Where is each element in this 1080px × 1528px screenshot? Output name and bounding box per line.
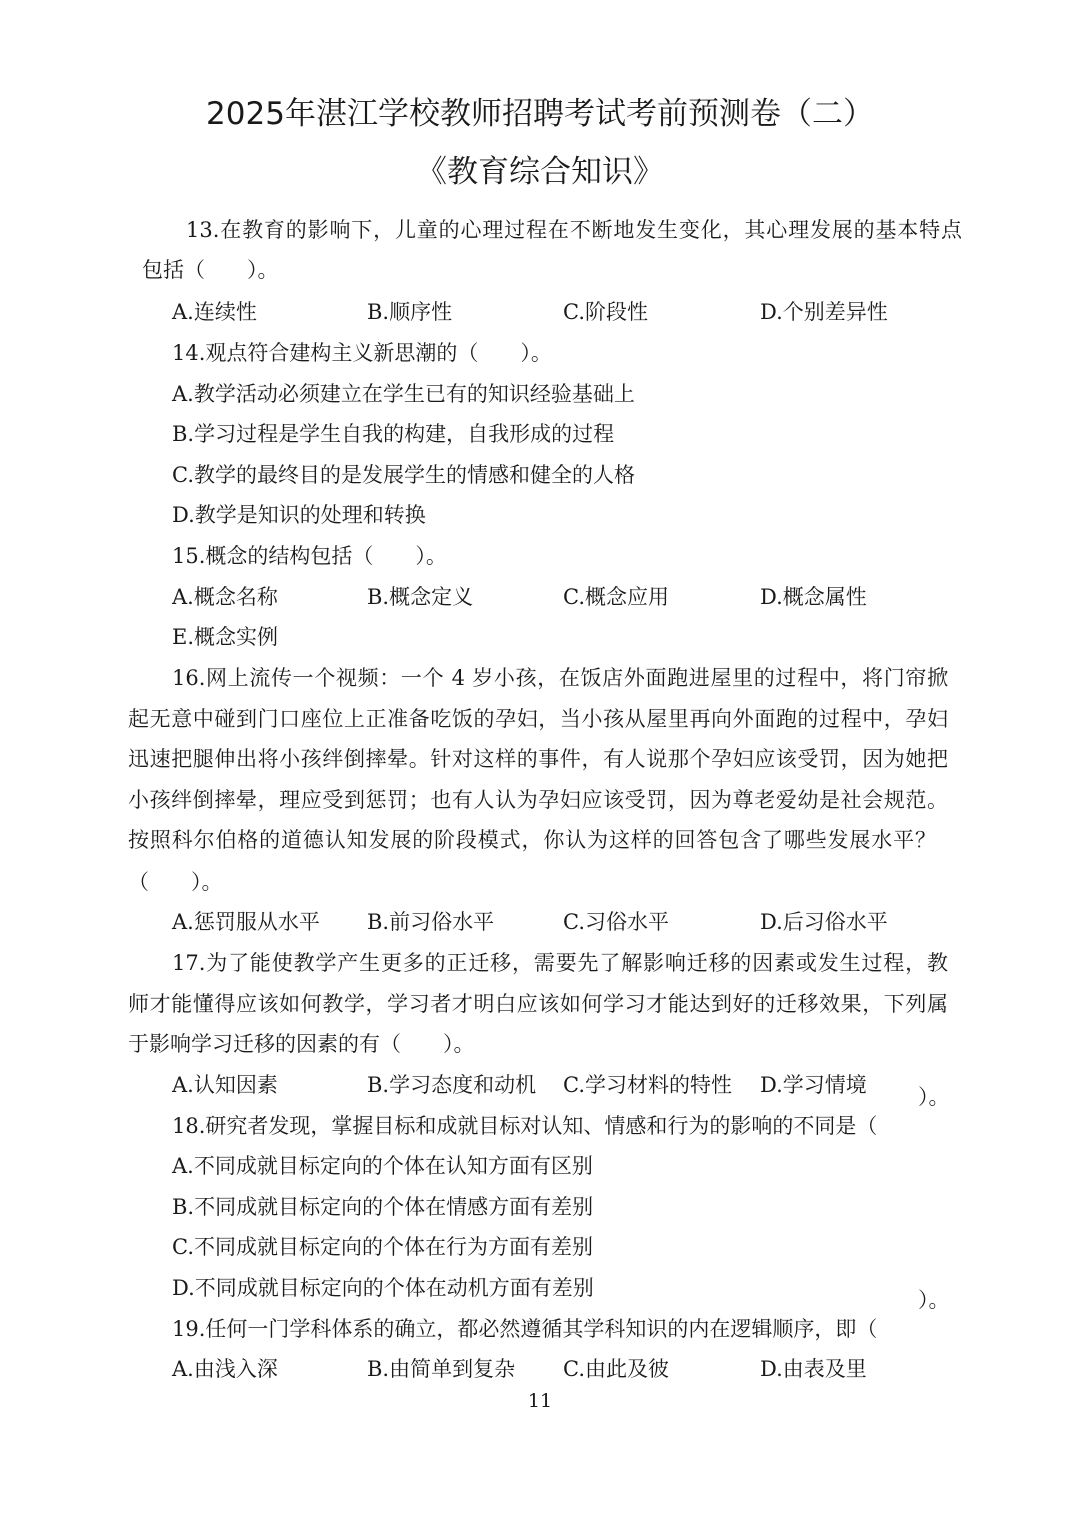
question-16-line-3: 迅速把腿伸出将小孩绊倒摔晕。针对这样的事件，有人说那个孕妇应该受罚，因为她把: [128, 747, 948, 771]
question-16-option-d: D.后习俗水平: [760, 910, 888, 934]
question-15-stem: 15.概念的结构包括（ ）。: [172, 544, 447, 568]
question-13-option-d: D.个别差异性: [760, 300, 888, 324]
question-19-option-c: C.由此及彼: [563, 1357, 669, 1381]
question-17-option-b: B.学习态度和动机: [367, 1073, 537, 1097]
question-14-option-b: B.学习过程是学生自我的构建，自我形成的过程: [172, 422, 615, 446]
question-16-option-a: A.惩罚服从水平: [172, 910, 320, 934]
question-17-option-a: A.认知因素: [172, 1073, 278, 1097]
question-14-option-c: C.教学的最终目的是发展学生的情感和健全的人格: [172, 463, 635, 487]
question-16-line-1: 16.网上流传一个视频：一个 4 岁小孩，在饭店外面跑进屋里的过程中，将门帘掀: [172, 666, 948, 690]
question-16-line-5: 按照科尔伯格的道德认知发展的阶段模式，你认为这样的回答包含了哪些发展水平？: [128, 828, 936, 852]
question-18-stem: 18.研究者发现，掌握目标和成就目标对认知、情感和行为的影响的不同是（: [172, 1114, 878, 1138]
question-15-option-c: C.概念应用: [563, 585, 669, 609]
question-19-close-paren: ）。: [918, 1288, 950, 1312]
question-13-line-2: 包括（ ）。: [142, 258, 279, 282]
question-19-stem: 19.任何一门学科体系的确立，都必然遵循其学科知识的内在逻辑顺序，即（: [172, 1317, 878, 1341]
page-title: 2025年湛江学校教师招聘考试考前预测卷（二）: [206, 96, 874, 132]
question-19-option-a: A.由浅入深: [172, 1357, 278, 1381]
question-17-line-2: 师才能懂得应该如何教学，学习者才明白应该如何学习才能达到好的迁移效果，下列属: [128, 992, 948, 1016]
question-17-line-3: 于影响学习迁移的因素的有（ ）。: [128, 1032, 475, 1056]
question-14-stem: 14.观点符合建构主义新思潮的（ ）。: [172, 341, 552, 365]
question-15-option-b: B.概念定义: [367, 585, 474, 609]
question-17-option-c: C.学习材料的特性: [563, 1073, 732, 1097]
question-13-line-1: 13.在教育的影响下，儿童的心理过程在不断地发生变化，其心理发展的基本特点: [186, 218, 962, 242]
question-17-option-d: D.学习情境: [760, 1073, 867, 1097]
question-17-line-1: 17.为了能使教学产生更多的正迁移，需要先了解影响迁移的因素或发生过程，教: [172, 951, 948, 975]
question-18-option-b: B.不同成就目标定向的个体在情感方面有差别: [172, 1195, 594, 1219]
page-subtitle: 《教育综合知识》: [416, 154, 664, 190]
question-16-line-6: （ ）。: [128, 870, 223, 894]
question-14-option-a: A.教学活动必须建立在学生已有的知识经验基础上: [172, 382, 635, 406]
question-16-option-c: C.习俗水平: [563, 910, 669, 934]
question-15-option-d: D.概念属性: [760, 585, 867, 609]
question-14-option-d: D.教学是知识的处理和转换: [172, 503, 426, 527]
question-18-option-c: C.不同成就目标定向的个体在行为方面有差别: [172, 1235, 593, 1259]
question-19-option-b: B.由简单到复杂: [367, 1357, 516, 1381]
question-18-option-d: D.不同成就目标定向的个体在动机方面有差别: [172, 1276, 594, 1300]
question-18-option-a: A.不同成就目标定向的个体在认知方面有区别: [172, 1154, 593, 1178]
question-16-option-b: B.前习俗水平: [367, 910, 495, 934]
question-15-option-a: A.概念名称: [172, 585, 278, 609]
question-18-close-paren: ）。: [918, 1085, 950, 1109]
question-13-option-c: C.阶段性: [563, 300, 648, 324]
question-16-line-2: 起无意中碰到门口座位上正准备吃饭的孕妇，当小孩从屋里再向外面跑的过程中，孕妇: [128, 707, 948, 731]
question-16-line-4: 小孩绊倒摔晕，理应受到惩罚；也有人认为孕妇应该受罚，因为尊老爱幼是社会规范。: [128, 788, 948, 812]
page-number: 11: [527, 1390, 553, 1412]
question-15-option-e: E.概念实例: [172, 625, 279, 649]
question-13-option-b: B.顺序性: [367, 300, 453, 324]
question-19-option-d: D.由表及里: [760, 1357, 867, 1381]
question-13-option-a: A.连续性: [172, 300, 257, 324]
